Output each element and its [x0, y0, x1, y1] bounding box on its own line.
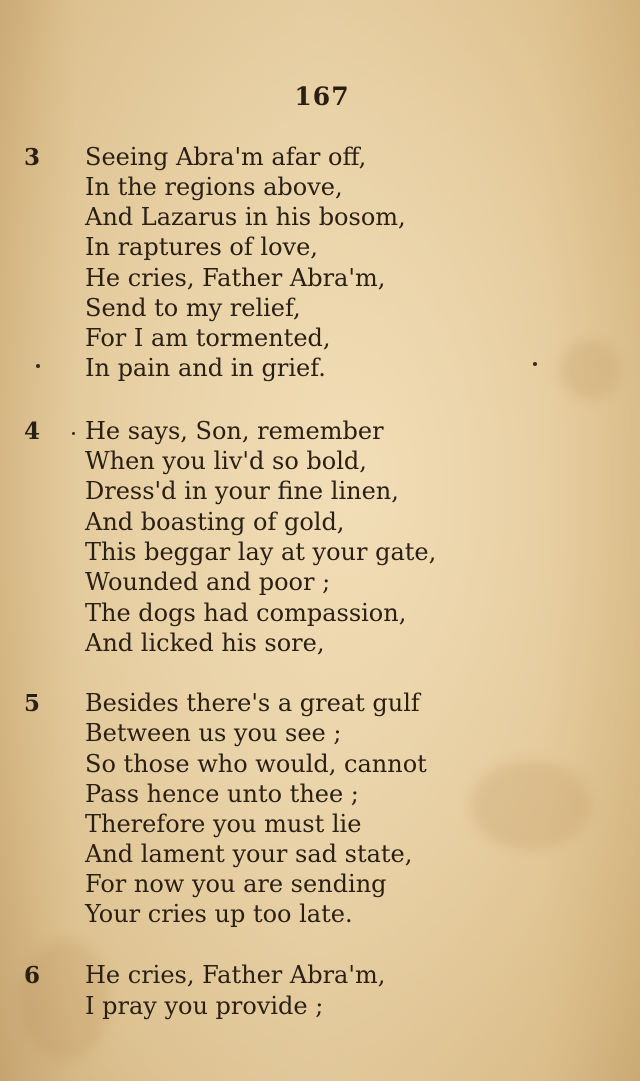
verse-line: He cries, Father Abra'm, — [85, 961, 386, 989]
ink-speck — [36, 364, 40, 368]
verse-line: Your cries up too late. — [85, 900, 353, 928]
ink-speck — [533, 362, 537, 366]
verse-line: Pass hence unto thee ; — [85, 780, 359, 808]
verse-line: For I am tormented, — [85, 324, 331, 352]
verse-line: So those who would, cannot — [85, 750, 427, 778]
stanza-number: 6 — [24, 962, 41, 989]
verse-line: Therefore you must lie — [85, 810, 362, 838]
verse-line: He says, Son, remember — [85, 417, 384, 445]
verse-line: Wounded and poor ; — [85, 568, 331, 596]
verse-line: This beggar lay at your gate, — [85, 538, 437, 566]
page-number: 167 — [294, 82, 350, 111]
stanza-number: 3 — [24, 144, 41, 171]
verse-line: The dogs had compassion, — [85, 599, 407, 627]
verse-line: For now you are sending — [85, 870, 387, 898]
verse-line: When you liv'd so bold, — [85, 447, 367, 475]
verse-line: And Lazarus in his bosom, — [85, 203, 406, 231]
verse-line: He cries, Father Abra'm, — [85, 264, 386, 292]
stanza-number: 4 — [24, 418, 41, 445]
verse-line: Between us you see ; — [85, 719, 342, 747]
verse-line: In the regions above, — [85, 173, 343, 201]
verse-line: Besides there's a great gulf — [85, 689, 420, 717]
stanza-number: 5 — [24, 690, 41, 717]
verse-line: Seeing Abra'm afar off, — [85, 143, 367, 171]
ink-speck — [72, 432, 75, 435]
paper-stain — [560, 340, 620, 400]
verse-line: In raptures of love, — [85, 233, 318, 261]
verse-line: Send to my relief, — [85, 294, 301, 322]
verse-line: In pain and in grief. — [85, 354, 326, 382]
verse-line: And lament your sad state, — [85, 840, 413, 868]
verse-line: And boasting of gold, — [85, 508, 345, 536]
paper-stain — [470, 760, 590, 850]
verse-line: And licked his sore, — [85, 629, 325, 657]
verse-line: I pray you provide ; — [85, 992, 324, 1020]
verse-line: Dress'd in your fine linen, — [85, 477, 399, 505]
